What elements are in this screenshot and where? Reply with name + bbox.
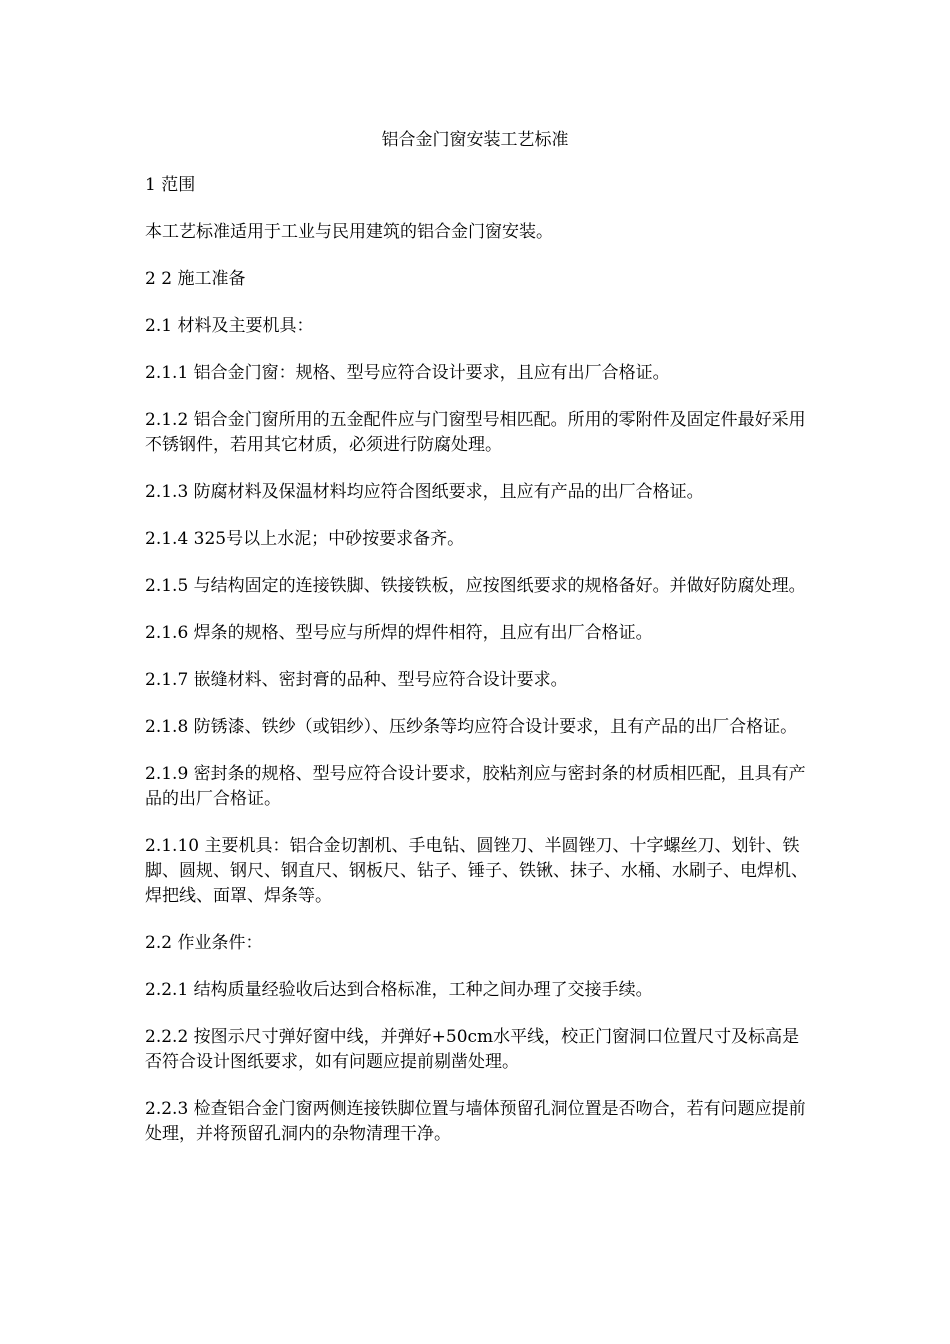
clause-2-2-1: 2.2.1 结构质量经验收后达到合格标准，工种之间办理了交接手续。 bbox=[145, 980, 653, 1000]
clause-2-1-10: 2.1.10 主要机具：铝合金切割机、手电钻、圆锉刀、半圆锉刀、十字螺丝刀、划针、铁脚、圆规、钢尺、钢直尺、钢板尺、钻子、锤子、铁锹、抹子、水桶、水刷子、电焊机、焊把线、面罩、焊条等。 bbox=[145, 836, 808, 906]
clause-2-1-5: 2.1.5 与结构固定的连接铁脚、铁接铁板，应按图纸要求的规格备好。并做好防腐处理。 bbox=[145, 576, 806, 596]
subsection-heading-materials: 2.1 材料及主要机具： bbox=[145, 316, 314, 336]
clause-2-1-2: 2.1.2 铝合金门窗所用的五金配件应与门窗型号相匹配。所用的零附件及固定件最好采用不锈钢件，若用其它材质，必须进行防腐处理。 bbox=[145, 410, 806, 455]
subsection-heading-conditions: 2.2 作业条件： bbox=[145, 933, 263, 953]
paragraph: 本工艺标准适用于工业与民用建筑的铝合金门窗安装。 bbox=[145, 222, 553, 242]
clause-2-1-3: 2.1.3 防腐材料及保温材料均应符合图纸要求，且应有产品的出厂合格证。 bbox=[145, 482, 704, 502]
clause-2-1-9: 2.1.9 密封条的规格、型号应符合设计要求，胶粘剂应与密封条的材质相匹配，且具有产品的出厂合格证。 bbox=[145, 764, 806, 809]
clause-2-1-8: 2.1.8 防锈漆、铁纱（或铝纱）、压纱条等均应符合设计要求，且有产品的出厂合格证。 bbox=[145, 717, 798, 737]
clause-2-2-3: 2.2.3 检查铝合金门窗两侧连接铁脚位置与墙体预留孔洞位置是否吻合，若有问题应提前处理，并将预留孔洞内的杂物清理干净。 bbox=[145, 1099, 806, 1144]
clause-2-1-6: 2.1.6 焊条的规格、型号应与所焊的焊件相符，且应有出厂合格证。 bbox=[145, 623, 653, 643]
clause-2-2-2: 2.2.2 按图示尺寸弹好窗中线，并弹好+50cm水平线，校正门窗洞口位置尺寸及标高是否符合设计图纸要求，如有问题应提前剔凿处理。 bbox=[145, 1027, 800, 1072]
section-heading-scope: 1 范围 bbox=[145, 175, 196, 195]
document-body bbox=[145, 173, 815, 1169]
clause-2-1-7: 2.1.7 嵌缝材料、密封膏的品种、型号应符合设计要求。 bbox=[145, 670, 568, 690]
section-heading-preparation: 2 2 施工准备 bbox=[145, 269, 246, 289]
clause-2-1-4: 2.1.4 325号以上水泥；中砂按要求备齐。 bbox=[145, 529, 465, 549]
clause-2-1-1: 2.1.1 铝合金门窗：规格、型号应符合设计要求，且应有出厂合格证。 bbox=[145, 363, 670, 383]
document-title: 铝合金门窗安装工艺标准 bbox=[381, 130, 569, 150]
